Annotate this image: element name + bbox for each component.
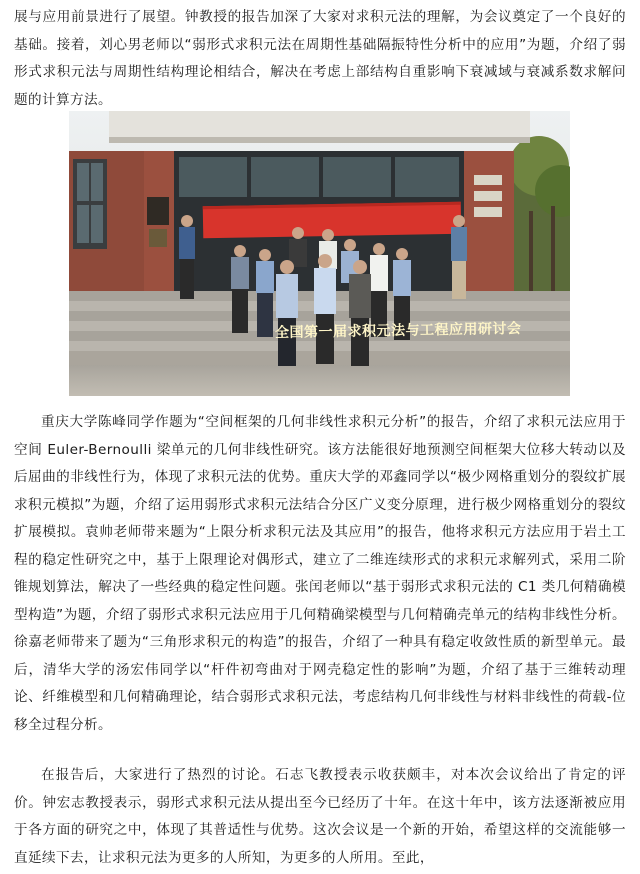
banner-text: 全国第一届求积元法与工程应用研讨会 bbox=[274, 320, 522, 342]
paragraph-discussion: 在报告后，大家进行了热烈的讨论。石志飞教授表示收获颇丰，对本次会议给出了肯定的评价。钟宏志教授表示，弱形式求积元法从提出至今已经历了十年。在这十年中，该方法逐渐被应用于各方面的研究之中，体现了其普适性与优势。这次会议是一个新的开始，希望这样的交流能够一直延续下去，让求积元法为更多的人所知，为更多的人所用。至此， bbox=[14, 767, 626, 866]
paragraph-reports: 重庆大学陈峰同学作题为“空间框架的几何非线性求积元分析”的报告，介绍了求积元法应用于空间 Euler-Bernoulli 梁单元的几何非线性研究。该方法能很好地预测空间框架大位移大转动以及后屈曲的非线性行为，体现了求积元法的优势。重庆大学的邓鑫同学以“极少网格重划分的裂纹扩展求积元模拟”为题，介绍了运用弱形式求积元法结合分区广义变分原理，进行极少网格重划分的裂纹扩展模拟。袁帅老师带来题为“上限分析求积元法及其应用”的报告，他将求积元方法应用于岩土工程的稳定性研究之中，基于上限理论对偶形式，建立了二维连续形式的求积元求解列式，采用二阶锥规划算法，解决了一些经典的稳定性问题。张闰老师以“基于弱形式求积元法的 C1 类几何精确模型构造”为题，介绍了弱形式求积元法应用于几何精确梁模型与几何精确壳单元的结构非线性分析。徐嘉老师带来了题为“三角形求积元的构造”的报告，介绍了一种具有稳定收敛性质的新型单元。最后，清华大学的汤宏伟同学以“杆件初弯曲对于网壳稳定性的影响”为题，介绍了基于三维转动理论、纤维模型和几何精确理论，结合弱形式求积元法，考虑结构几何非线性与材料非线性的荷载-位移全过程分析。 bbox=[14, 414, 626, 733]
trees bbox=[509, 136, 570, 301]
group-photo bbox=[69, 111, 570, 396]
paragraph-intro: 展与应用前景进行了展望。钟教授的报告加深了大家对求积元法的理解，为会议奠定了一个良好的基础。接着，刘心男老师以“弱形式求积元法在周期性基础隔振特性分析中的应用”为题，介绍了弱形式求积元法与周期性结构理论相结合，解决在考虑上部结构自重影响下衰减域与衰减系数求解问题的计算方法。 bbox=[14, 9, 626, 108]
group-photo-illustration bbox=[69, 111, 570, 396]
